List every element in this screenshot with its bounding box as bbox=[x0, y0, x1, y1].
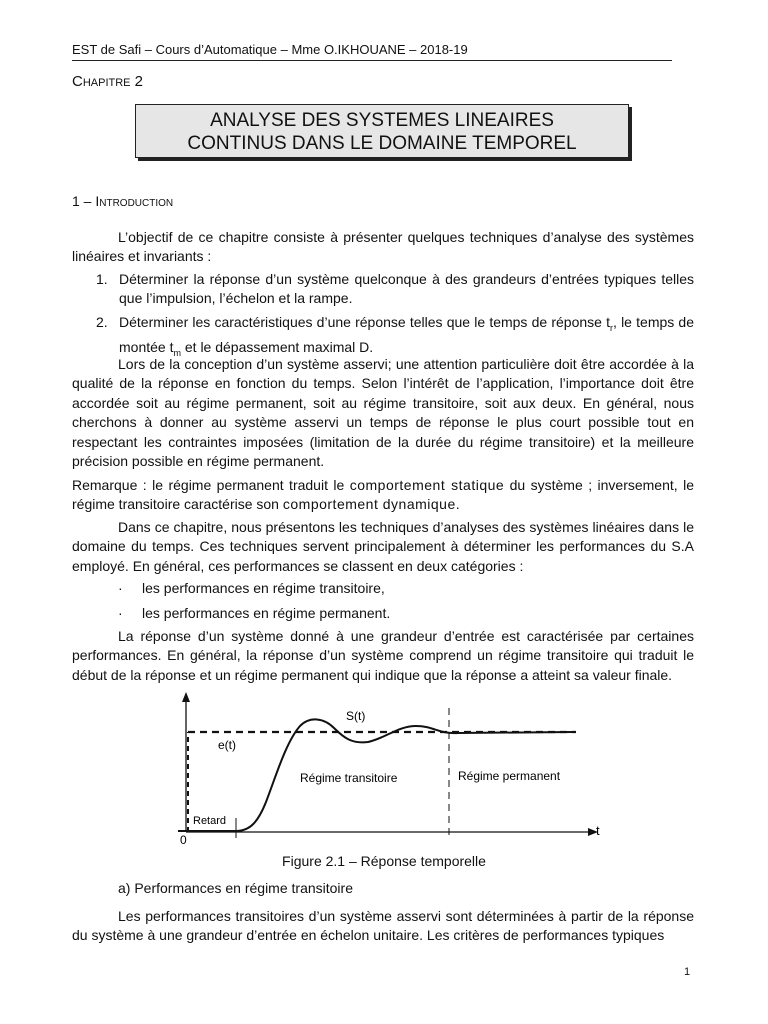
bullet-text: les performances en régime transitoire, bbox=[142, 580, 385, 596]
bullet-marker: · bbox=[118, 605, 123, 621]
label-s: S(t) bbox=[346, 709, 366, 723]
list-item-text: Déterminer la réponse d’un système quelconque à des grandeurs d’entrées typiques telles que l’impulsion, l’échelon et la rampe. bbox=[119, 271, 694, 307]
symbol-tm: $t_m$ bbox=[169, 339, 181, 358]
page-number: 1 bbox=[684, 966, 691, 978]
symbol-tr: $t_r$ bbox=[606, 314, 614, 333]
bullet-item bbox=[118, 605, 390, 621]
bullet-marker: · bbox=[118, 580, 123, 596]
label-t: t bbox=[596, 823, 600, 838]
page-header: EST de Safi – Cours d’Automatique – Mme O.IKHOUANE – 2018-19 bbox=[72, 42, 468, 57]
text-run: et le dépassement maximal D. bbox=[184, 339, 374, 356]
figure-caption: Figure 2.1 – Réponse temporelle bbox=[282, 853, 486, 869]
text-run: , le temps de montée bbox=[119, 314, 695, 356]
paragraph: La réponse d’un système donné à une grandeur d’entrée est caractérisée par certaines performances. En général, la réponse d’un système comprend un régime transitoire qui traduit le début de la réponse et un régime permanent qui indique que la réponse a atteint sa valeur finale. bbox=[72, 628, 694, 683]
subsection-heading: a) Performances en régime transitoire bbox=[118, 880, 353, 896]
paragraph: Lors de la conception d’un système asservi; une attention particulière doit être accordée à la qualité de la réponse en fonction du temps. Selon l’intérêt de l’application, l’importance doit être accordée soit au régime permanent, soit au régime transitoire, soit aux deux. En général, nous cherchons à donner au système asservi un temps de réponse le plus court possible tout en respectant les contraintes imposées (limitation de la durée du régime transitoire) et la meilleure précision possible en régime permanent. bbox=[72, 356, 694, 470]
label-e: e(t) bbox=[218, 738, 236, 752]
section-title: Introduction bbox=[95, 193, 174, 209]
chapter-title-box bbox=[135, 104, 629, 158]
paragraph: Dans ce chapitre, nous présentons les techniques d’analyses des systèmes linéaires dans le domaine du temps. Ces techniques servent principalement à déterminer les performances du S.A employé. En général, ces performances se classent en deux catégories : bbox=[72, 519, 694, 574]
emphasis: comportement dynamique bbox=[282, 496, 456, 513]
list-item-number: 2. bbox=[96, 314, 108, 330]
response-figure bbox=[168, 690, 618, 850]
remark-paragraph: Remarque : le régime permanent traduit le comportement statique du système ; inversement, le régime transitoire caractérise son comportement dynamique. bbox=[72, 477, 694, 513]
list-item bbox=[96, 270, 694, 309]
text-run: Déterminer les caractéristiques d’une réponse telles que le temps de réponse bbox=[119, 314, 602, 330]
header-rule bbox=[72, 60, 672, 61]
intro-paragraph: L’objectif de ce chapitre consiste à présenter quelques techniques d’analyse des systèmes linéaires et invariants : bbox=[72, 229, 694, 265]
bullet-item bbox=[118, 580, 385, 596]
chapter-title-line2: CONTINUS DANS LE DOMAINE TEMPOREL bbox=[187, 133, 577, 154]
label-permanent: Régime permanent bbox=[458, 769, 561, 783]
chapter-title-line1: ANALYSE DES SYSTEMES LINEAIRES bbox=[210, 110, 554, 131]
label-origin: 0 bbox=[180, 833, 187, 847]
chapter-label: Chapitre 2 bbox=[72, 73, 144, 90]
label-transitoire: Régime transitoire bbox=[300, 771, 398, 785]
bullet-text: les performances en régime permanent. bbox=[142, 605, 391, 621]
paragraph: Les performances transitoires d’un système asservi sont déterminées à partir de la réponse du système à une grandeur d’entrée en échelon unitaire. Les critères de performances typiques bbox=[72, 908, 694, 944]
label-retard: Retard bbox=[193, 815, 227, 827]
y-axis-arrow-icon bbox=[182, 692, 190, 702]
section-number: 1 – bbox=[72, 193, 96, 209]
emphasis: comportement statique bbox=[349, 477, 505, 493]
section-heading bbox=[72, 193, 173, 209]
list-item-number: 1. bbox=[96, 271, 108, 287]
